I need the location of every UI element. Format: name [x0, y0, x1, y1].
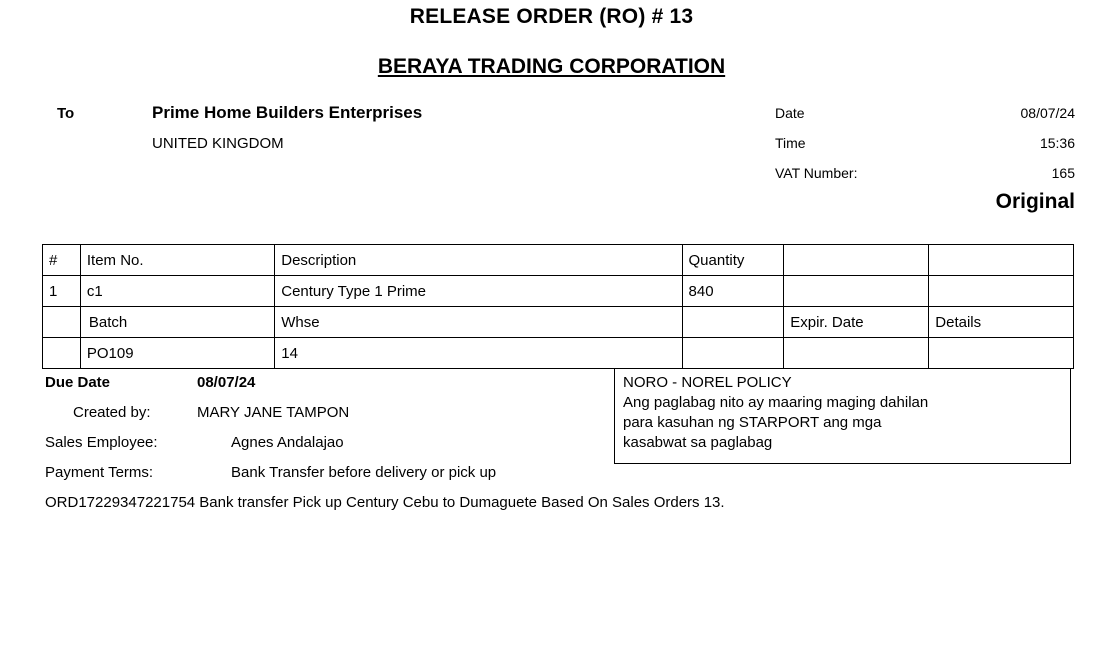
created-by-label: Created by:: [73, 404, 151, 421]
table-row: [43, 276, 1074, 307]
company-name: BERAYA TRADING CORPORATION: [377, 55, 726, 78]
header-meta-block: [0, 105, 1103, 223]
cell-quantity: 840: [682, 276, 784, 307]
created-by-value: MARY JANE TAMPON: [197, 404, 350, 421]
meta-row-time: [775, 135, 1075, 165]
cell-batch: PO109: [80, 338, 274, 369]
recipient-country: UNITED KINGDOM: [152, 135, 284, 152]
vat-value: 165: [1051, 165, 1075, 181]
items-table: [42, 244, 1074, 369]
subcol-header-whse: Whse: [275, 307, 682, 338]
cell-description: Century Type 1 Prime: [275, 276, 682, 307]
table-subrow: [43, 338, 1074, 369]
subcol-header-details: Details: [929, 307, 1074, 338]
col-header-hash: #: [43, 245, 81, 276]
cell-expiry: [784, 338, 929, 369]
subheader-spacer: [43, 307, 81, 338]
col-header-blank-2: [929, 245, 1074, 276]
cell-whse: 14: [275, 338, 682, 369]
due-date-value: 08/07/24: [197, 374, 256, 391]
policy-notice-box: [614, 368, 1071, 464]
time-label: Time: [775, 135, 806, 151]
cell-blank-2: [929, 276, 1074, 307]
policy-line-4: kasabwat sa paglabag: [623, 434, 773, 451]
recipient-name: Prime Home Builders Enterprises: [152, 103, 423, 122]
cell-blank-1: [784, 276, 929, 307]
footer-row-payment-terms: [45, 464, 1075, 494]
subcol-header-blank: [682, 307, 784, 338]
vat-label: VAT Number:: [775, 165, 858, 181]
col-header-blank-1: [784, 245, 929, 276]
table-header-row: [43, 245, 1074, 276]
sales-employee-value: Agnes Andalajao: [231, 434, 344, 451]
cell-item-no: c1: [80, 276, 274, 307]
meta-row-date: [775, 105, 1075, 135]
table-subheader-row: [43, 307, 1074, 338]
subrow-spacer: [43, 338, 81, 369]
copy-type-label: Original: [995, 190, 1075, 213]
payment-terms-value: Bank Transfer before delivery or pick up: [231, 464, 497, 481]
to-label: To: [57, 105, 75, 122]
col-header-item-no: Item No.: [80, 245, 274, 276]
sales-employee-label: Sales Employee:: [45, 434, 158, 451]
meta-fields: [775, 105, 1075, 213]
subcol-header-batch: Batch: [80, 307, 274, 338]
time-value: 15:36: [1039, 135, 1075, 151]
date-value: 08/07/24: [1020, 105, 1075, 121]
col-header-description: Description: [275, 245, 682, 276]
cell-hash: 1: [43, 276, 81, 307]
page-title: RELEASE ORDER (RO) # 13: [409, 5, 694, 28]
order-reference-line: ORD17229347221754 Bank transfer Pick up Century Cebu to Dumaguete Based On Sales Orders 13.: [45, 494, 725, 511]
subcol-header-expiry: Expir. Date: [784, 307, 929, 338]
payment-terms-label: Payment Terms:: [45, 464, 154, 481]
col-header-quantity: Quantity: [682, 245, 784, 276]
date-label: Date: [775, 105, 805, 121]
cell-details: [929, 338, 1074, 369]
due-date-label: Due Date: [45, 374, 111, 391]
cell-subblank: [682, 338, 784, 369]
policy-line-2: Ang paglabag nito ay maaring maging dahilan: [623, 394, 929, 411]
policy-line-3: para kasuhan ng STARPORT ang mga: [623, 414, 882, 431]
policy-line-1: NORO - NOREL POLICY: [623, 374, 792, 391]
